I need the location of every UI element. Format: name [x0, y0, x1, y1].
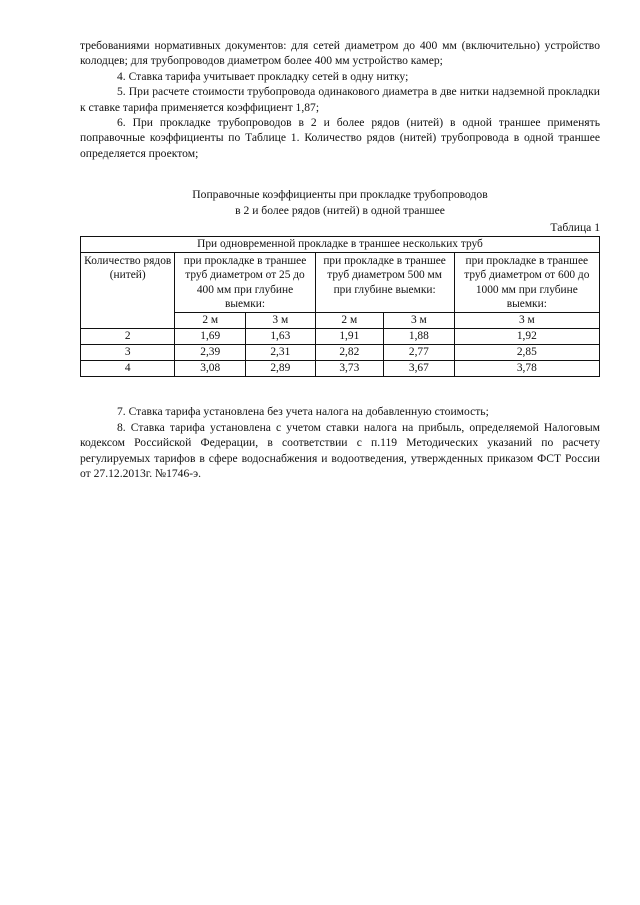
table-row: [81, 361, 600, 377]
table-cell: 1,91: [315, 329, 384, 345]
table-cell: 2,77: [384, 345, 455, 361]
table-row: [81, 345, 600, 361]
table-cell: 1,63: [246, 329, 316, 345]
paragraph-item-6: 6. При прокладке трубопроводов в 2 и более рядов (нитей) в одной траншее применять поправочные коэффициенты по Таблице 1. Количество рядов (нитей) трубопровода в одной траншее определяется проектом;: [80, 116, 600, 160]
depth-header: 3 м: [454, 313, 599, 329]
table-cell: 1,92: [454, 329, 599, 345]
table-cell: 2,39: [175, 345, 246, 361]
paragraph-continuation: требованиями нормативных документов: для сетей диаметром до 400 мм (включительно) устройство колодцев; для трубопроводов диаметром более 400 мм устройство камер;: [80, 39, 600, 68]
table-row: [81, 329, 600, 345]
table-cell: 2: [81, 329, 175, 345]
table-cell: 3,08: [175, 361, 246, 377]
depth-header: 2 м: [315, 313, 384, 329]
table-cell: 3,67: [384, 361, 455, 377]
paragraph-item-5: 5. При расчете стоимости трубопровода одинакового диаметра в две нитки надземной прокладки к ставке тарифа применяется коэффициент 1,87;: [80, 85, 600, 114]
paragraph-item-8: 8. Ставка тарифа установлена с учетом ставки налога на прибыль, определяемой Налоговым кодексом Российской Федерации, в соответствии с п.119 Методических указаний по расчету регулируемых тарифов в сфере водоснабжения и водоотведения, утвержденных приказом ФСТ России от 27.12.2013г. №1746-э.: [80, 420, 600, 481]
paragraphs-after-table: [80, 404, 600, 481]
table-caption-line-1: Поправочные коэффициенты при прокладке трубопроводов: [192, 188, 488, 202]
table-caption: [80, 187, 600, 218]
table-cell: 2,82: [315, 345, 384, 361]
paragraph-item-7: 7. Ставка тарифа установлена без учета налога на добавленную стоимость;: [117, 405, 489, 419]
table-cell: 3: [81, 345, 175, 361]
depth-header: 3 м: [384, 313, 455, 329]
table-cell: 4: [81, 361, 175, 377]
table-cell: 2,89: [246, 361, 316, 377]
table-cell: 3,78: [454, 361, 599, 377]
rows-count-header: Количество рядов (нитей): [81, 252, 175, 329]
table-cell: 2,85: [454, 345, 599, 361]
table-cell: 1,88: [384, 329, 455, 345]
paragraph-item-4: 4. Ставка тарифа учитывает прокладку сетей в одну нитку;: [117, 69, 409, 83]
coefficients-table: [80, 236, 600, 377]
depth-header: 3 м: [246, 313, 316, 329]
table-cell: 2,31: [246, 345, 316, 361]
table-cell: 1,69: [175, 329, 246, 345]
col-group-500: при прокладке в траншее труб диаметром 500 мм при глубине выемки:: [315, 252, 454, 313]
depth-header: 2 м: [175, 313, 246, 329]
table-group-header: При одновременной прокладке в траншее нескольких труб: [81, 237, 600, 252]
table-caption-line-2: в 2 и более рядов (нитей) в одной траншее: [235, 203, 445, 217]
table-number-label: Таблица 1: [550, 221, 600, 235]
table-cell: 3,73: [315, 361, 384, 377]
table-group-header-row: [81, 237, 600, 252]
table-header-row: [81, 252, 600, 313]
col-group-600-1000: при прокладке в траншее труб диаметром от 600 до 1000 мм при глубине выемки:: [454, 252, 599, 313]
col-group-25-400: при прокладке в траншее труб диаметром от 25 до 400 мм при глубине выемки:: [175, 252, 315, 313]
